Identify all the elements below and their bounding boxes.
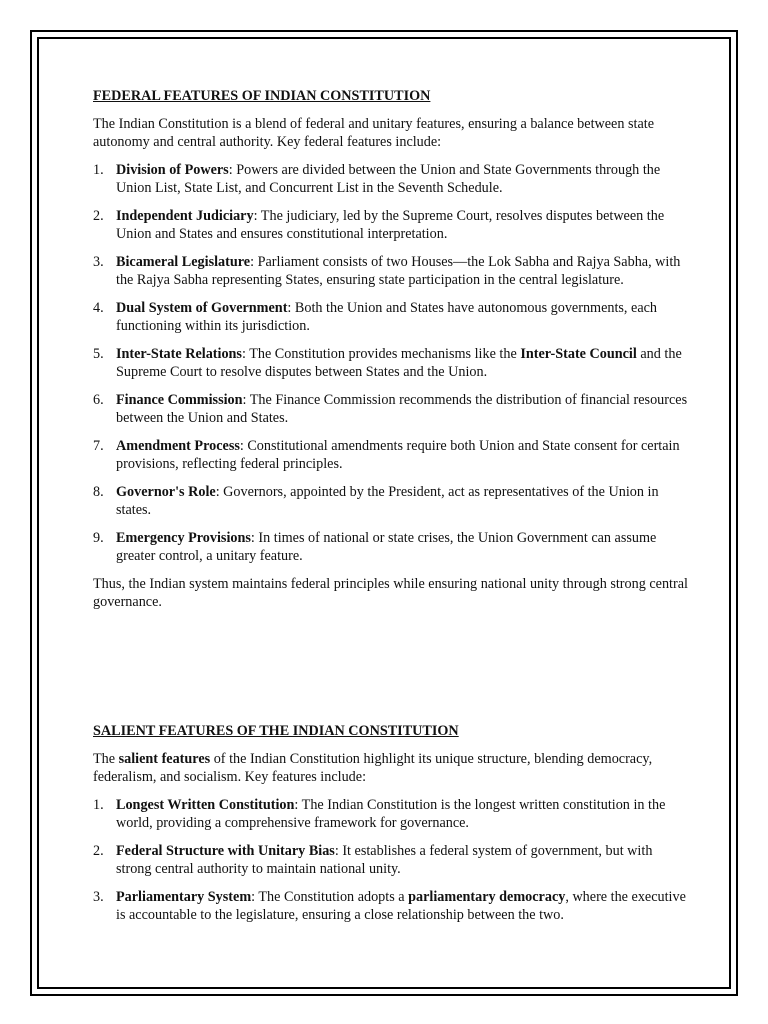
salient-features-section xyxy=(93,722,688,934)
item-title: Governor's Role xyxy=(116,484,216,500)
intro-text-before: The xyxy=(93,751,119,767)
item-number: 2. xyxy=(93,208,104,224)
item-text: : The Finance Commission recommends the distribution of financial resources between the Union and States. xyxy=(116,392,688,426)
section-heading: FEDERAL FEATURES OF INDIAN CONSTITUTION xyxy=(93,88,431,104)
item-text: : Powers are divided between the Union and State Governments through the Union List, State List, and Concurrent List in the Seventh Schedule. xyxy=(116,162,661,196)
list-item xyxy=(93,161,688,197)
item-text: : The judiciary, led by the Supreme Court, resolves disputes between the Union and States and ensures constitutional interpretation. xyxy=(116,208,665,242)
list-item xyxy=(93,529,688,565)
salient-features-list xyxy=(93,796,688,924)
item-title: Division of Powers xyxy=(116,162,229,178)
item-number: 3. xyxy=(93,254,104,270)
intro-text-after: of the Indian Constitution highlight its unique structure, blending democracy, federalism, and socialism. Key features include: xyxy=(93,751,653,785)
item-text: : It establishes a federal system of government, but with strong central authority to maintain national unity. xyxy=(116,843,653,877)
list-item xyxy=(93,253,688,289)
item-text: , where the executive is accountable to the legislature, ensuring a close relationship between the two. xyxy=(116,889,686,923)
item-title: Finance Commission xyxy=(116,392,243,408)
item-bold-phrase: parliamentary democracy xyxy=(408,889,566,905)
list-item xyxy=(93,796,688,832)
item-text: and the Supreme Court to resolve disputes between States and the Union. xyxy=(116,346,682,380)
item-text: : Parliament consists of two Houses—the Lok Sabha and Rajya Sabha, with the Rajya Sabha representing States, ensuring state participation in the central legislature. xyxy=(116,254,681,288)
list-item xyxy=(93,207,688,243)
item-title: Parliamentary System xyxy=(116,889,252,905)
list-item xyxy=(93,299,688,335)
item-text: : In times of national or state crises, the Union Government can assume greater control, a unitary feature. xyxy=(116,530,657,564)
item-title: Amendment Process xyxy=(116,438,240,454)
item-number: 5. xyxy=(93,346,104,362)
list-item xyxy=(93,391,688,427)
item-text: : Both the Union and States have autonomous governments, each functioning within its jurisdiction. xyxy=(116,300,658,334)
item-title: Bicameral Legislature xyxy=(116,254,251,270)
federal-features-section xyxy=(93,87,688,621)
item-number: 1. xyxy=(93,162,104,178)
list-item xyxy=(93,888,688,924)
intro-bold-phrase: salient features xyxy=(118,751,211,767)
item-number: 7. xyxy=(93,438,104,454)
item-title: Emergency Provisions xyxy=(116,530,251,546)
item-number: 1. xyxy=(93,797,104,813)
item-text: : Governors, appointed by the President, act as representatives of the Union in states. xyxy=(116,484,659,518)
item-title: Independent Judiciary xyxy=(116,208,254,224)
item-text-before: : The Constitution adopts a xyxy=(251,889,409,905)
item-bold-phrase: Inter-State Council xyxy=(520,346,637,362)
item-number: 2. xyxy=(93,843,104,859)
item-title: Federal Structure with Unitary Bias xyxy=(116,843,335,859)
item-title: Inter-State Relations xyxy=(116,346,242,362)
item-title: Dual System of Government xyxy=(116,300,288,316)
section-conclusion: Thus, the Indian system maintains federal principles while ensuring national unity through strong central governance. xyxy=(93,576,688,610)
section-heading: SALIENT FEATURES OF THE INDIAN CONSTITUTION xyxy=(93,723,459,739)
federal-features-list xyxy=(93,161,688,565)
item-number: 8. xyxy=(93,484,104,500)
list-item xyxy=(93,483,688,519)
list-item xyxy=(93,437,688,473)
item-number: 6. xyxy=(93,392,104,408)
section-intro: The Indian Constitution is a blend of federal and unitary features, ensuring a balance between state autonomy and central authority. Key federal features include: xyxy=(93,116,654,150)
item-text: : The Indian Constitution is the longest written constitution in the world, providing a comprehensive framework for governance. xyxy=(116,797,666,831)
item-number: 3. xyxy=(93,889,104,905)
item-text-before: : The Constitution provides mechanisms like the xyxy=(241,346,521,362)
item-title: Longest Written Constitution xyxy=(116,797,295,813)
section-intro xyxy=(93,750,688,786)
item-number: 9. xyxy=(93,530,104,546)
item-number: 4. xyxy=(93,300,104,316)
list-item xyxy=(93,345,688,381)
item-text: : Constitutional amendments require both Union and State consent for certain provisions, reflecting federal principles. xyxy=(116,438,680,472)
list-item xyxy=(93,842,688,878)
